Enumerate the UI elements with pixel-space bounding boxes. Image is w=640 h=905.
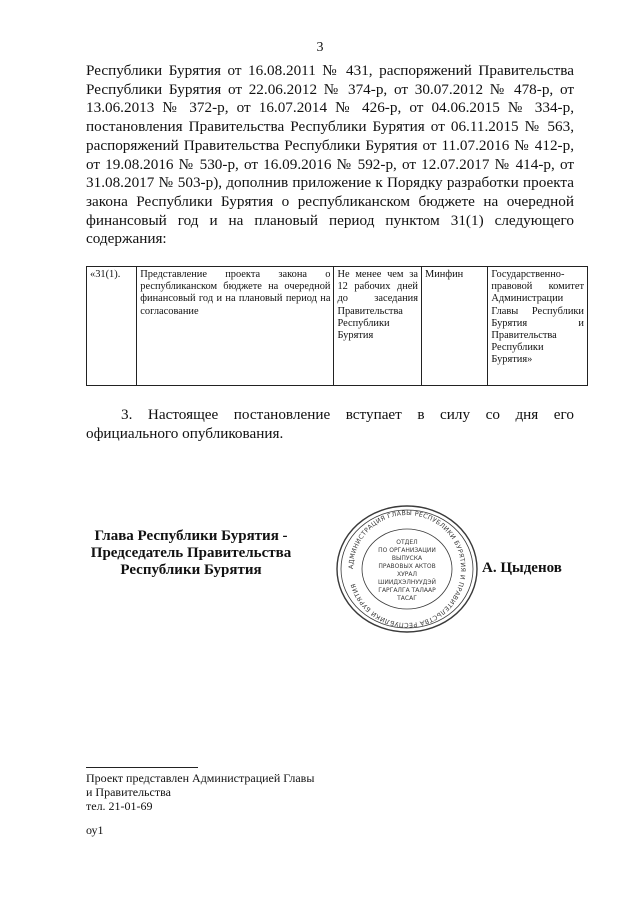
seal-center-line: ПО ОРГАНИЗАЦИИ (378, 547, 436, 554)
signatory-position-line: Глава Республики Бурятия - (94, 528, 288, 544)
seal-center-line: ОТДЕЛ (396, 539, 418, 546)
footnote-line: Проект представлен Администрацией Главы (86, 771, 315, 785)
page-number: 3 (316, 40, 324, 55)
item-table (86, 266, 588, 386)
footnote (86, 771, 314, 813)
signatory-position-line: Председатель Правительства (90, 545, 292, 561)
item-responsible-cell: Минфин (421, 267, 487, 386)
item-recipient-cell: Государственно-правовой комитет Администрации Главы Республики Бурятия и Правительства Республики Бурятия» (488, 267, 588, 386)
signatory-name: А. Цыденов (482, 560, 562, 576)
seal-outer-text: АДМИНИСТРАЦИЯ ГЛАВЫ РЕСПУБЛИКИ БУРЯТИЯ И ПРАВИТЕЛЬСТВА РЕСПУБЛИКИ БУРЯТИЯ (347, 509, 467, 629)
signatory-position (86, 528, 296, 579)
official-seal (334, 503, 480, 635)
item-number-cell: «31(1). (87, 267, 137, 386)
seal-center-line: ТАСАГ (397, 595, 417, 602)
footnote-line: тел. 21-01-69 (86, 799, 153, 813)
table-row (87, 267, 588, 386)
seal-center-line: ГАРГАЛГА ТАЛААР (378, 587, 436, 594)
footnote-line: и Правительства (86, 785, 171, 799)
document-code: оу1 (86, 823, 104, 837)
seal-center-line: ШИИДХЭЛНУУДЭЙ (377, 579, 437, 586)
signatory-position-line: Республики Бурятия (120, 562, 262, 578)
seal-center-line: ПРАВОВЫХ АКТОВ (378, 563, 436, 570)
seal-center-line: ВЫПУСКА (391, 555, 423, 562)
footnote-divider (86, 767, 198, 768)
intro-paragraph: Республики Бурятия от 16.08.2011 № 431, распоряжений Правительства Республики Бурятия от 22.06.2012 № 374-р, от 30.07.2012 № 478-р, от 13.06.2013 № 372-р, от 16.07.2014 № 426-р, от 04.06.2015 № 334-р, постановления Правительства Республики Бурятия от 06.11.2015 № 563, распоряжений Правительства Республики Бурятия от 11.07.2016 № 412-р, от 19.08.2016 № 530-р, от 16.09.2016 № 592-р, от 12.07.2017 № 414-р, от 31.08.2017 № 503-р), дополнив приложение к Порядку разработки проекта закона Республики Бурятия о республиканском бюджете на очередной финансовый год и на плановый период пунктом 31(1) следующего содержания: (86, 62, 574, 248)
item-action-cell: Представление проекта закона о республиканском бюджете на очередной финансовый год и на плановый период на согласование (137, 267, 334, 386)
paragraph-3: 3. Настоящее постановление вступает в силу со дня его официального опубликования. (86, 406, 574, 442)
seal-center-line: ХУРАЛ (396, 571, 418, 578)
item-deadline-cell: Не менее чем за 12 рабочих дней до заседания Правительства Республики Бурятия (334, 267, 422, 386)
